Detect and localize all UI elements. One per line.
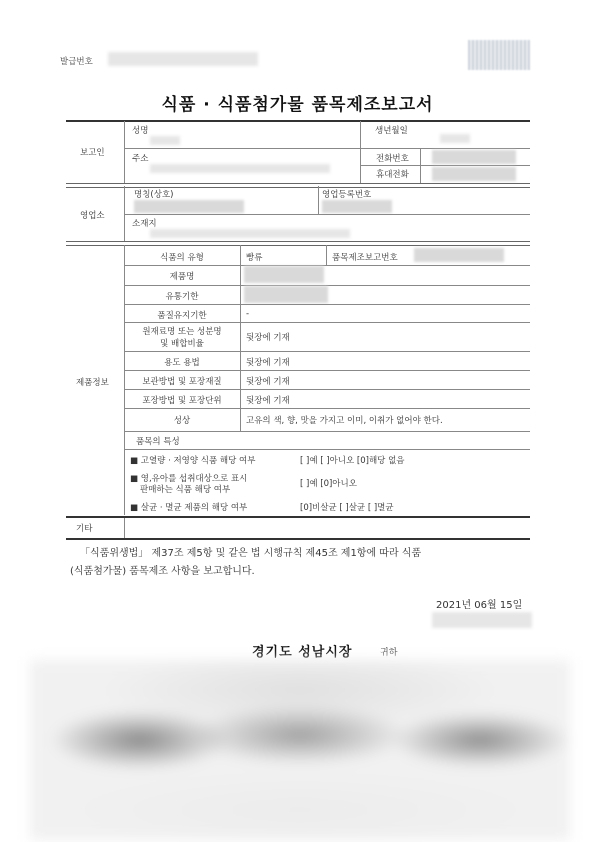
character-label: 성상 [173, 416, 191, 426]
row-line [124, 214, 530, 215]
row-line [124, 322, 530, 323]
phone-label: 전화번호 [376, 154, 409, 164]
sterilization-answer: [0]비살균 [ ]살균 [ ]멸균 [300, 503, 394, 513]
business-name-redacted [134, 200, 244, 213]
divider [124, 121, 125, 184]
section-divider [66, 516, 530, 518]
location-label: 소재지 [132, 219, 157, 229]
declaration-line-2: (식품첨가물) 품목제조 사항을 보고합니다. [70, 566, 255, 577]
expiry-label: 유통기한 [165, 292, 199, 302]
table-top-border [66, 120, 530, 122]
report-date: 2021년 06월 15일 [436, 600, 523, 611]
report-number-redacted [414, 248, 504, 262]
quality-period-label: 품질유지기한 [157, 311, 207, 321]
divider [318, 186, 319, 214]
row-line [360, 165, 530, 166]
mobile-redacted [432, 167, 516, 181]
infant-food-question-2: 판매하는 식품 해당 여부 [140, 485, 231, 495]
expiry-redacted [244, 286, 328, 303]
name-label: 성명 [132, 126, 149, 136]
sterilization-question: ■ 살균 · 멸균 제품의 해당 여부 [130, 503, 248, 513]
business-section-label: 영업소 [80, 211, 105, 221]
food-type-value: 빵류 [246, 253, 263, 263]
business-name-label: 명칭(상호) [134, 190, 174, 200]
row-line [124, 265, 530, 266]
signature-redacted [432, 612, 532, 628]
row-line [124, 351, 530, 352]
issue-number-redacted [108, 52, 258, 66]
address-label: 주소 [132, 154, 149, 164]
address-redacted [150, 164, 330, 173]
phone-redacted [432, 150, 516, 164]
divider [240, 245, 241, 432]
divider [124, 518, 125, 539]
ingredients-label-2: 및 배합비율 [160, 339, 204, 349]
ingredients-label: 원재료명 또는 성분명 [142, 327, 222, 337]
addressee-suffix: 귀하 [380, 648, 398, 658]
row-line [124, 431, 530, 432]
section-divider [66, 241, 530, 246]
barcode-stamp [468, 40, 530, 70]
row-line [124, 148, 530, 149]
row-line [124, 389, 530, 390]
table-bottom-border [66, 538, 530, 540]
addressee-name: 경기도 성남시장 [252, 645, 353, 660]
food-type-label: 식품의 유형 [160, 253, 204, 263]
quality-period-value: - [246, 309, 250, 319]
high-calorie-answer: [ ]예 [ ]아니오 [0]해당 없음 [300, 456, 405, 466]
packaging-value: 뒷장에 기재 [246, 396, 290, 406]
other-label: 기타 [76, 524, 93, 534]
row-line [124, 370, 530, 371]
storage-label: 보관방법 및 포장재질 [142, 377, 222, 387]
birth-redacted [440, 134, 470, 143]
divider [326, 245, 327, 265]
declaration-line-1: 「식품위생법」 제37조 제5항 및 같은 법 시행규칙 제45조 제1항에 따라 식품 [80, 548, 422, 559]
divider [420, 148, 421, 184]
report-number-label: 품목제조보고번호 [332, 253, 398, 263]
usage-label: 용도 용법 [164, 358, 200, 368]
features-label: 품목의 특성 [136, 437, 180, 447]
product-name-label: 제품명 [169, 272, 195, 282]
packaging-label: 포장방법 및 포장단위 [142, 396, 222, 406]
divider [360, 121, 361, 184]
row-line [124, 304, 530, 305]
row-line [124, 408, 530, 409]
infant-food-answer: [ ]예 [0]아니오 [300, 479, 357, 489]
document-title: 식품 · 식품첨가물 품목제조보고서 [161, 95, 434, 115]
product-name-redacted [244, 266, 324, 283]
birth-label: 생년월일 [375, 126, 408, 136]
high-calorie-question: ■ 고열량 · 저영양 식품 해당 여부 [130, 456, 256, 466]
row-line [124, 449, 530, 450]
issue-number-label: 발급번호 [60, 57, 93, 67]
storage-value: 뒷장에 기재 [246, 377, 290, 387]
usage-value: 뒷장에 기재 [246, 358, 290, 368]
mobile-label: 휴대전화 [376, 170, 409, 180]
registration-number-label: 영업등록번호 [322, 190, 372, 200]
product-section-label: 제품정보 [76, 378, 109, 388]
blurred-region [30, 660, 570, 840]
character-value: 고유의 색, 향, 맛을 가지고 이미, 이취가 없어야 한다. [246, 416, 443, 426]
registration-number-redacted [322, 200, 392, 213]
location-redacted [150, 229, 350, 238]
name-redacted [150, 136, 180, 145]
ingredients-value: 뒷장에 기재 [246, 333, 290, 343]
infant-food-question: ■ 영,유아를 섭취대상으로 표시 [130, 474, 248, 484]
reporter-section-label: 보고인 [80, 148, 105, 158]
